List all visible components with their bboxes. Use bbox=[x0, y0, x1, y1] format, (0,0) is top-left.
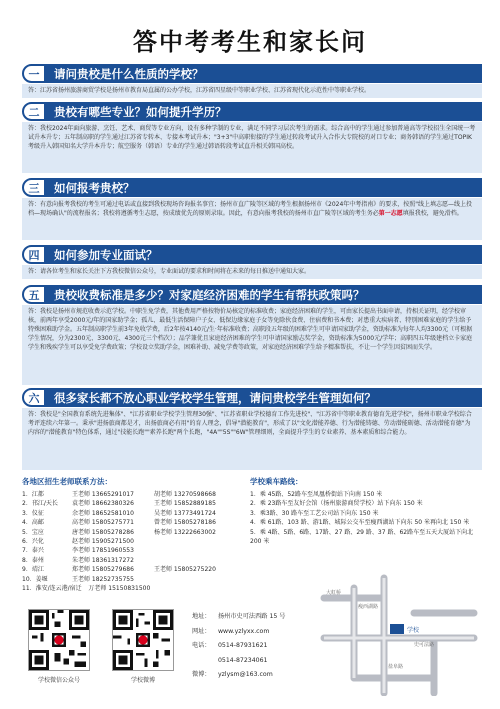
highlight-first-choice: 第一志愿 bbox=[378, 210, 403, 218]
school-info bbox=[192, 610, 302, 683]
map-school-label: 学校 bbox=[407, 627, 420, 634]
section-question: 贵校收费标准是多少？对家庭经济困难的学生有帮扶政策吗？ bbox=[46, 285, 482, 304]
faq-section-5 bbox=[22, 285, 482, 385]
faq-section-6 bbox=[22, 388, 482, 470]
section-number: 三 bbox=[22, 178, 46, 197]
contact-row: 1．江都 王老师 13665291017 胡老师 13270598668 bbox=[22, 491, 216, 498]
section-answer: 答：请各位考生和家长关注下方我校微信公众号，专业面试的要求和时间将在未来的每日推送中通知大家。 bbox=[22, 265, 482, 279]
route-item: 4．乘 61路、103 路、游1路、城际公交车至瘦西湖站下向东 50 米再向北 150 米 bbox=[250, 519, 470, 527]
contact-row: 11．淮安/连云港/宿迁 万老师 15150831500 bbox=[22, 585, 151, 593]
section-number: 二 bbox=[22, 102, 46, 121]
answer-text-end: 填报我校，避免滑档。 bbox=[402, 210, 463, 218]
faq-section-4 bbox=[22, 245, 482, 279]
contact-area bbox=[22, 476, 482, 701]
section-question: 请问贵校是什么性质的学校？ bbox=[46, 64, 482, 83]
answer-text: 答：有意向报考我校的考生可通过电话或直接到我校现场咨询报名事宜；扬州市直广陵等区域的考生根据扬州市《2024年中考指南》的要求，按照"线上填志愿—线上投档—现场确认"的流程报名；我校将遵循考生志愿，按成绩优先的原则录取。因此，有意向报考我校的扬州市直广陵等区域的考生务必 bbox=[28, 201, 473, 218]
section-number: 四 bbox=[22, 245, 46, 264]
routes-title: 学校乘车路线： bbox=[250, 477, 303, 486]
section-question: 如何参加专业面试？ bbox=[46, 245, 482, 264]
contact-row: 9．靖江 郑老师 15805279686 王老师 15805275220 bbox=[22, 566, 216, 574]
contact-row: 2．邗江/天长 袁老师 18662380326 王老师 15852889185 bbox=[22, 500, 216, 508]
qr-wechat bbox=[28, 609, 90, 684]
contact-row: 4．高邮 高老师 15805275771 曾老师 15805278186 bbox=[22, 519, 216, 527]
website-link[interactable]: www.yzlyxx.com bbox=[218, 627, 270, 635]
contact-row: 10．姜堰 王老师 18252735755 bbox=[22, 575, 134, 583]
address-row: 地址： 扬州市史可法西路 15 号 bbox=[192, 613, 286, 620]
contact-row: 3．仪征 余老师 18652581010 吴老师 13773491724 bbox=[22, 509, 216, 517]
contact-row: 7．泰兴 李老师 17851960553 bbox=[22, 547, 134, 555]
qr-codes bbox=[28, 609, 174, 684]
section-question: 如何报考贵校？ bbox=[46, 178, 482, 197]
contacts-title: 各地区招生老师联系方法： bbox=[22, 477, 112, 486]
location-map bbox=[314, 568, 482, 696]
contact-row: 5．宝应 唐老师 15805278286 杨老师 13222663002 bbox=[22, 528, 216, 536]
section-answer: 答：我校2024年面向旅游、烹饪、艺术、商贸等专业方向，设有多种学制的专业，满足不同学习层次考生的需求。综合高中的学生通过参加普通高等学校招生全国统一考试升本升专；五年制高职的学生通过江苏省专转本、专接本考试升本；"3+3"中高职衔接的学生通过转段考试升入合作大专院校的对口专业；商务韩语的学生通过TOPIK考级升入韩国知名大学升本升专；航空服务（韩语）专业的学生通过韩语转段考试直升相关韩国高校。 bbox=[22, 122, 482, 173]
section-question: 很多家长都不放心职业学校学生管理，请问贵校学生管理如何？ bbox=[46, 388, 482, 407]
qr-code-icon[interactable] bbox=[112, 609, 174, 671]
route-item: 3．乘3路、30 路车至工艺公司站下向东 150 米 bbox=[250, 509, 379, 517]
route-item: 1．乘 45路、52路车至凤凰桥街站下向南 150 米 bbox=[250, 491, 383, 498]
map-road-label: 史可法路 bbox=[414, 642, 435, 648]
section-answer: 答：我校是"全国教育系统先进集体"、"江苏省职业学校学生管理30强"、"江苏省职业学校德育工作先进校"、"江苏省中等职业教育德育先进学校"，扬州市职业学校综合考评连续六年第一。秉承"进扬旅商都是才，出扬旅商必有用"的育人理念，倡导"潜能教育"，形成了以"文化潜能养德、行为潜能铸德、劳动潜能砺德、活动潜能育德"为内容的"潜能教育"特色体系，通过"技能长跑""素养长跑"两个长跑，"4A""5S""6W"管理细则，全面提升学生的专业素养、基本素质和综合能力。 bbox=[22, 408, 482, 470]
phone-row: 电话： 0514-87931621 bbox=[192, 642, 268, 649]
section-answer: 答：我校是扬州市规范收费示范学校。中职生免学费，其他费用严格按物价局核定的标准收费；家庭经济困难的学生，可由家长提出书面申请，持相关证明，经学校审核，前两年享受2000元/年的国家助学金；孤儿、最低生活保障户子女、低保边缘家庭子女等免除伙食费、住宿费和书本费；对患重大疾病者、特别困难家庭的学生给予特殊困难助学金。五年制高职学生前3年免收学费，后2年按4140元/生·年标准收费；高职段五年级的困难学生可申请国家助学金，资助标准为每年人均3300元（可根据学生情况，分为2300元、3300元、4300元三个档次）；品学兼优且家庭经济困难的学生可申请国家励志奖学金，资助标准为5000元/学年；高职四五年级建档立卡家庭学生和残疾学生可以享受免学费政策；学校设立奖助学金，困难补助、减免学费等政策，对家庭经济困难学生给予精准帮扶，不让一个学生因贫困而失学。 bbox=[22, 305, 482, 385]
phone-row-2: 0514-87234061 bbox=[218, 656, 268, 664]
faq-section-1 bbox=[22, 64, 482, 98]
section-number: 六 bbox=[22, 388, 46, 407]
website-row: 网址： www.yzlyxx.com bbox=[192, 625, 302, 640]
section-number: 五 bbox=[22, 285, 46, 304]
map-road-label: 盐阜路 bbox=[388, 664, 404, 670]
map-road-label: 大虹桥 bbox=[326, 590, 342, 596]
section-number: 一 bbox=[22, 64, 46, 83]
bus-routes bbox=[250, 476, 482, 546]
section-answer: 答：江苏省扬州旅游商贸学校是扬州市教育局直属的公办学校，江苏省四星级中等职业学校、江苏省现代化示范性中等职业学校。 bbox=[22, 84, 482, 98]
map-road-label: 瘦西湖路 bbox=[358, 604, 379, 610]
contact-row: 8．泰州 朱老师 18361317272 bbox=[22, 556, 134, 564]
section-answer bbox=[22, 198, 482, 240]
weibo-row: 微博： yzlysm@163.com bbox=[192, 671, 273, 678]
faq-section-2 bbox=[22, 102, 482, 173]
qr-label: 学校微博 bbox=[130, 677, 155, 684]
school-location-icon bbox=[390, 624, 404, 634]
qr-code-icon[interactable] bbox=[28, 609, 90, 671]
route-item: 5．乘 4路、5路、6路、17路、27 路、29 路、37 路、62路车至五天大厦站下向北 200 米 bbox=[250, 528, 474, 546]
qr-weibo bbox=[112, 609, 174, 684]
contacts-list bbox=[22, 476, 242, 593]
route-item: 2．乘 23路车至友好会馆（扬州旅游商贸学校）站下向东 150 米 bbox=[250, 500, 423, 508]
contact-row: 6．兴化 赵老师 15905271500 bbox=[22, 538, 134, 546]
section-question: 贵校有哪些专业？如何提升学历？ bbox=[46, 102, 482, 121]
page-title: 答中考考生和家长问 bbox=[133, 28, 367, 56]
faq-section-3 bbox=[22, 178, 482, 240]
qr-label: 学校微信公众号 bbox=[37, 677, 80, 684]
